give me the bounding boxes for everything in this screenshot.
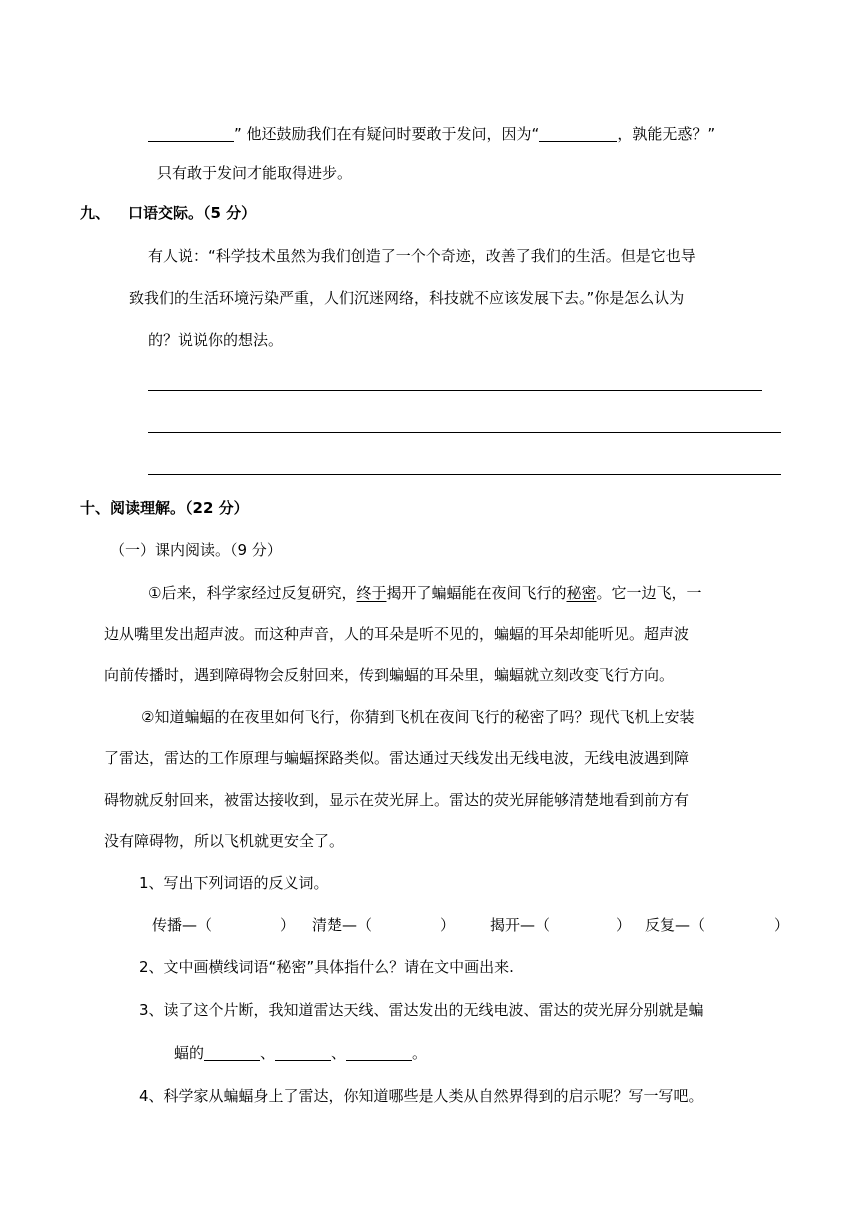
q9-prompt-line2: 致我们的生活环境污染严重，人们沉迷网络，科技就不应该发展下去。”你是怎么认为 bbox=[129, 289, 685, 307]
answer-line[interactable] bbox=[148, 432, 781, 433]
passage-p1-line1 bbox=[148, 582, 702, 604]
q8-line1-text-a: ” 他还鼓励我们在有疑问时要敢于发问，因为“ bbox=[234, 125, 540, 143]
passage-p1-line2: 边从嘴里发出超声波。而这种声音，人的耳朵是听不见的，蝙蝠的耳朵却能听见。超声波 bbox=[104, 625, 690, 643]
q8-line2: 只有敢于发问才能取得进步。 bbox=[157, 164, 353, 182]
answer-line[interactable] bbox=[148, 474, 781, 475]
period: 。 bbox=[412, 1044, 428, 1062]
antonym-4-word: 反复—（ bbox=[645, 916, 706, 934]
underlined-word-mimi: 秘密 bbox=[566, 584, 597, 602]
q9-prompt-line3: 的？说说你的想法。 bbox=[148, 331, 284, 349]
antonym-4-close[interactable]: ） bbox=[774, 916, 790, 934]
answer-blank[interactable] bbox=[539, 125, 617, 142]
answer-line[interactable] bbox=[148, 390, 762, 391]
separator: 、 bbox=[331, 1044, 347, 1062]
q9-heading bbox=[80, 202, 256, 224]
question-1: 1、写出下列词语的反义词。 bbox=[139, 874, 329, 892]
antonym-3-close[interactable]: ） bbox=[616, 916, 632, 934]
underlined-word-zhongyu: 终于 bbox=[356, 584, 387, 602]
q10-heading: 十、阅读理解。（22 分） bbox=[80, 499, 249, 517]
q9-title: 口语交际。（5 分） bbox=[128, 204, 257, 222]
question-3-prefix: 蝠的 bbox=[174, 1044, 205, 1062]
passage-p2-line3: 碍物就反射回来，被雷达接收到，显示在荧光屏上。雷达的荧光屏能够清楚地看到前方有 bbox=[104, 791, 690, 809]
passage-text: ①后来，科学家经过反复研究， bbox=[148, 584, 357, 602]
q9-prompt-line1: 有人说：“科学技术虽然为我们创造了一个个奇迹，改善了我们的生活。但是它也导 bbox=[148, 247, 696, 265]
q9-number: 九、 bbox=[80, 204, 111, 222]
passage-p1-line3: 向前传播时，遇到障碍物会反射回来，传到蝙蝠的耳朵里，蝙蝠就立刻改变飞行方向。 bbox=[104, 666, 675, 684]
antonym-2-word: 清楚—（ bbox=[312, 916, 373, 934]
separator: 、 bbox=[260, 1044, 276, 1062]
passage-p2-line2: 了雷达，雷达的工作原理与蝙蝠探路类似。雷达通过天线发出无线电波，无线电波遇到障 bbox=[104, 749, 690, 767]
question-2: 2、文中画横线词语“秘密”具体指什么？请在文中画出来. bbox=[139, 958, 514, 976]
q10-subheading: （一）课内阅读。（9 分） bbox=[110, 541, 282, 559]
question-4: 4、科学家从蝙蝠身上了雷达，你知道哪些是人类从自然界得到的启示呢？写一写吧。 bbox=[139, 1087, 704, 1105]
question-3-line1: 3、读了这个片断，我知道雷达天线、雷达发出的无线电波、雷达的荧光屏分别就是蝙 bbox=[139, 1001, 704, 1019]
antonym-1-word: 传播—（ bbox=[152, 916, 213, 934]
q8-line1 bbox=[148, 123, 715, 145]
answer-blank[interactable] bbox=[346, 1044, 412, 1061]
passage-text: 。它一边飞，一 bbox=[596, 584, 702, 602]
question-3-line2 bbox=[174, 1042, 427, 1064]
antonym-1-close[interactable]: ） bbox=[280, 916, 296, 934]
answer-blank[interactable] bbox=[204, 1044, 260, 1061]
answer-blank[interactable] bbox=[275, 1044, 331, 1061]
answer-blank[interactable] bbox=[148, 125, 234, 142]
passage-p2-line1: ②知道蝙蝠的在夜里如何飞行，你猜到飞机在夜间飞行的秘密了吗？现代飞机上安装 bbox=[141, 708, 695, 726]
passage-p2-line4: 没有障碍物，所以飞机就更安全了。 bbox=[104, 832, 345, 850]
antonym-2-close[interactable]: ） bbox=[440, 916, 456, 934]
q8-line1-text-b: ，孰能无惑？” bbox=[617, 125, 716, 143]
antonym-3-word: 揭开—（ bbox=[490, 916, 551, 934]
passage-text: 揭开了蝙蝠能在夜间飞行的 bbox=[386, 584, 567, 602]
